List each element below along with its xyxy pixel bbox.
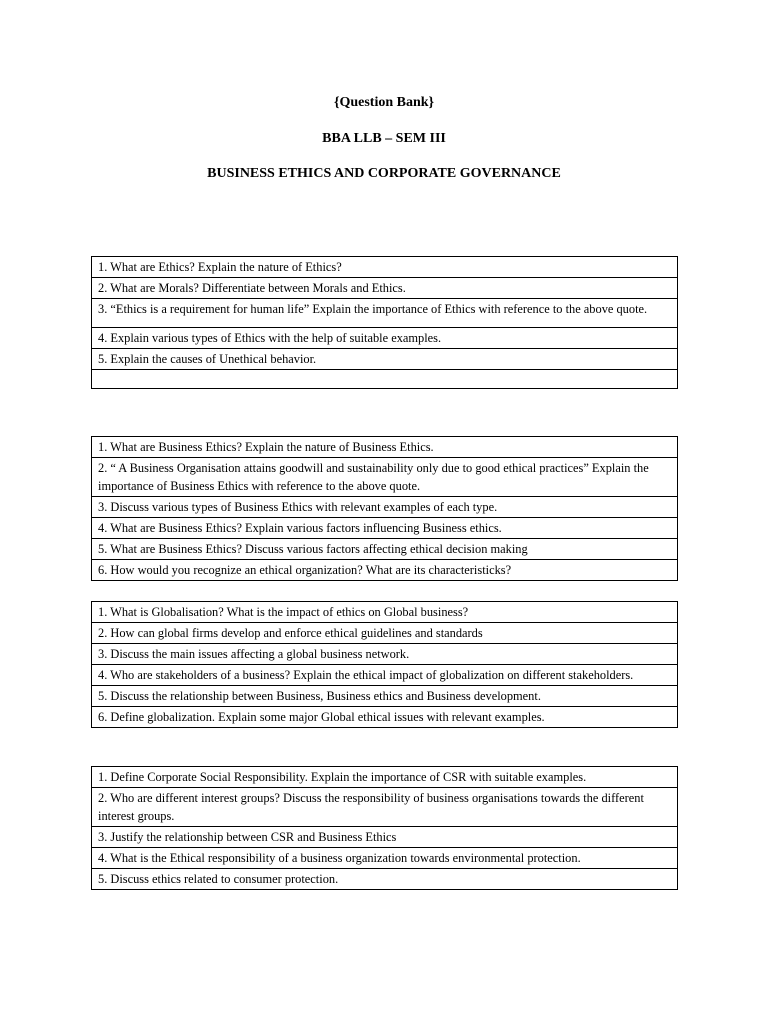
question-cell: 5. Discuss the relationship between Business, Business ethics and Business development. <box>92 686 678 707</box>
table-row <box>92 665 678 686</box>
question-cell: 5. What are Business Ethics? Discuss various factors affecting ethical decision making <box>92 539 678 560</box>
question-cell: 5. Explain the causes of Unethical behavior. <box>92 349 678 370</box>
question-cell: 6. Define globalization. Explain some major Global ethical issues with relevant examples. <box>92 707 678 728</box>
question-cell: 1. What are Ethics? Explain the nature of Ethics? <box>92 257 678 278</box>
table-row <box>92 767 678 788</box>
table-row <box>92 686 678 707</box>
question-table-4 <box>91 766 678 890</box>
question-cell: 2. “ A Business Organisation attains goodwill and sustainability only due to good ethical practices” Explain the importance of Business Ethics with reference to the above quote. <box>92 458 678 497</box>
question-cell: 2. Who are different interest groups? Discuss the responsibility of business organisations towards the different interest groups. <box>92 788 678 827</box>
table-row <box>92 458 678 497</box>
question-cell: 3. “Ethics is a requirement for human life” Explain the importance of Ethics with reference to the above quote. <box>92 299 678 328</box>
table-row <box>92 707 678 728</box>
question-cell: 1. Define Corporate Social Responsibility. Explain the importance of CSR with suitable examples. <box>92 767 678 788</box>
table-row <box>92 560 678 581</box>
table-row <box>92 278 678 299</box>
table-row <box>92 602 678 623</box>
table-row <box>92 539 678 560</box>
table-row <box>92 869 678 890</box>
question-cell: 4. What is the Ethical responsibility of a business organization towards environmental protection. <box>92 848 678 869</box>
table-row <box>92 437 678 458</box>
question-cell: 2. How can global firms develop and enforce ethical guidelines and standards <box>92 623 678 644</box>
table-row <box>92 299 678 328</box>
question-cell: 6. How would you recognize an ethical organization? What are its characteristicks? <box>92 560 678 581</box>
course-semester-heading: BBA LLB – SEM III <box>322 131 446 146</box>
table-row <box>92 788 678 827</box>
table-row <box>92 328 678 349</box>
question-table-1 <box>91 256 678 389</box>
table-row <box>92 518 678 539</box>
question-cell: 1. What are Business Ethics? Explain the nature of Business Ethics. <box>92 437 678 458</box>
question-cell: 1. What is Globalisation? What is the impact of ethics on Global business? <box>92 602 678 623</box>
table-row <box>92 644 678 665</box>
table-row <box>92 848 678 869</box>
question-cell: 4. What are Business Ethics? Explain various factors influencing Business ethics. <box>92 518 678 539</box>
table-row <box>92 623 678 644</box>
table-row <box>92 370 678 389</box>
empty-cell <box>92 370 678 389</box>
question-cell: 3. Discuss the main issues affecting a global business network. <box>92 644 678 665</box>
question-cell: 4. Who are stakeholders of a business? Explain the ethical impact of globalization on different stakeholders. <box>92 665 678 686</box>
table-row <box>92 349 678 370</box>
question-table-2 <box>91 436 678 581</box>
question-cell: 3. Discuss various types of Business Ethics with relevant examples of each type. <box>92 497 678 518</box>
table-row <box>92 497 678 518</box>
question-cell: 2. What are Morals? Differentiate between Morals and Ethics. <box>92 278 678 299</box>
question-bank-heading: {Question Bank} <box>333 95 435 110</box>
question-cell: 3. Justify the relationship between CSR and Business Ethics <box>92 827 678 848</box>
question-cell: 4. Explain various types of Ethics with the help of suitable examples. <box>92 328 678 349</box>
table-row <box>92 257 678 278</box>
question-table-3 <box>91 601 678 728</box>
question-cell: 5. Discuss ethics related to consumer protection. <box>92 869 678 890</box>
table-row <box>92 827 678 848</box>
subject-title: BUSINESS ETHICS AND CORPORATE GOVERNANCE <box>207 166 561 181</box>
